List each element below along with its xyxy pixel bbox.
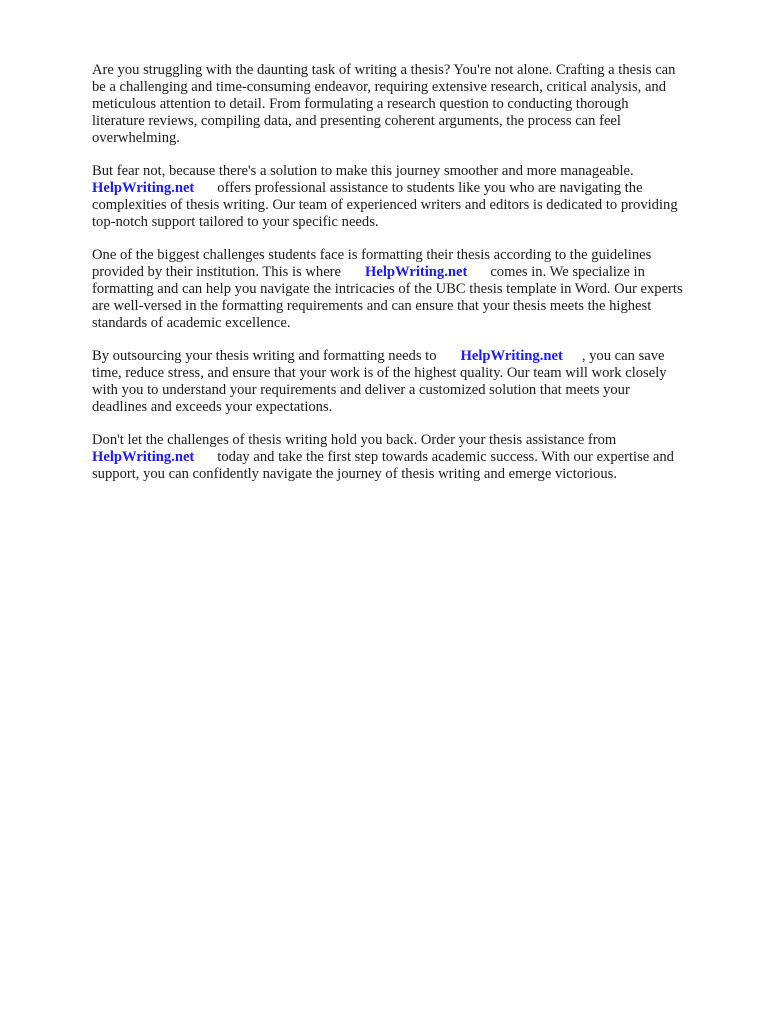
paragraph-2-line-2-text: offers professional assistance to students like you who are navigating the [217, 180, 643, 196]
helpwriting-link[interactable]: HelpWriting.net [460, 348, 563, 364]
paragraph-1-line-2: be a challenging and time-consuming endeavor, requiring extensive research, critical analysis, and [92, 79, 667, 95]
paragraph-3-line-5: standards of academic excellence. [92, 315, 291, 331]
paragraph-4-line-3: with you to understand your requirements and deliver a customized solution that meets your [92, 382, 630, 398]
helpwriting-link[interactable]: HelpWriting.net [365, 264, 468, 280]
paragraph-5-line-3: support, you can confidently navigate the journey of thesis writing and emerge victorious. [92, 466, 617, 482]
paragraph-1-line-3: meticulous attention to detail. From formulating a research question to conducting thorough [92, 96, 629, 112]
helpwriting-link[interactable]: HelpWriting.net [92, 449, 195, 465]
paragraph-1-line-1: Are you struggling with the daunting task of writing a thesis? You're not alone. Crafting a thesis can [92, 62, 676, 78]
paragraph-5-line-2-text: today and take the first step towards academic success. With our expertise and [217, 449, 674, 465]
paragraph-4-line-1 [92, 348, 665, 365]
paragraph-2-line-2 [92, 180, 643, 197]
paragraph-3-line-1: One of the biggest challenges students face is formatting their thesis according to the guidelines [92, 247, 652, 263]
paragraph-3-line-3: formatting and can help you navigate the intricacies of the UBC thesis template in Word. Our experts [92, 281, 683, 297]
paragraph-3-line-2 [92, 264, 645, 281]
helpwriting-link[interactable]: HelpWriting.net [92, 180, 195, 196]
paragraph-1-line-4: literature reviews, compiling data, and presenting coherent arguments, the process can feel [92, 113, 621, 129]
paragraph-3-line-2-text-after: comes in. We specialize in [490, 264, 645, 280]
paragraph-5-line-1: Don't let the challenges of thesis writing hold you back. Order your thesis assistance from [92, 432, 617, 448]
paragraph-3-line-2-text-before: provided by their institution. This is where [92, 264, 342, 280]
paragraph-4-line-2: time, reduce stress, and ensure that your work is of the highest quality. Our team will work closely [92, 365, 667, 381]
paragraph-3-line-4: are well-versed in the formatting requirements and can ensure that your thesis meets the highest [92, 298, 652, 314]
paragraph-2-line-4: top-notch support tailored to your specific needs. [92, 214, 379, 230]
paragraph-4-line-1-text-after: , you can save [581, 348, 665, 364]
paragraph-2-line-3: complexities of thesis writing. Our team of experienced writers and editors is dedicated to providing [92, 197, 678, 213]
paragraph-4-line-4: deadlines and exceeds your expectations. [92, 399, 333, 415]
paragraph-2-line-1: But fear not, because there's a solution to make this journey smoother and more manageable. [92, 163, 634, 179]
paragraph-1-line-5: overwhelming. [92, 130, 180, 146]
paragraph-5-line-2 [92, 449, 674, 466]
paragraph-4-line-1-text-before: By outsourcing your thesis writing and formatting needs to [92, 348, 437, 364]
